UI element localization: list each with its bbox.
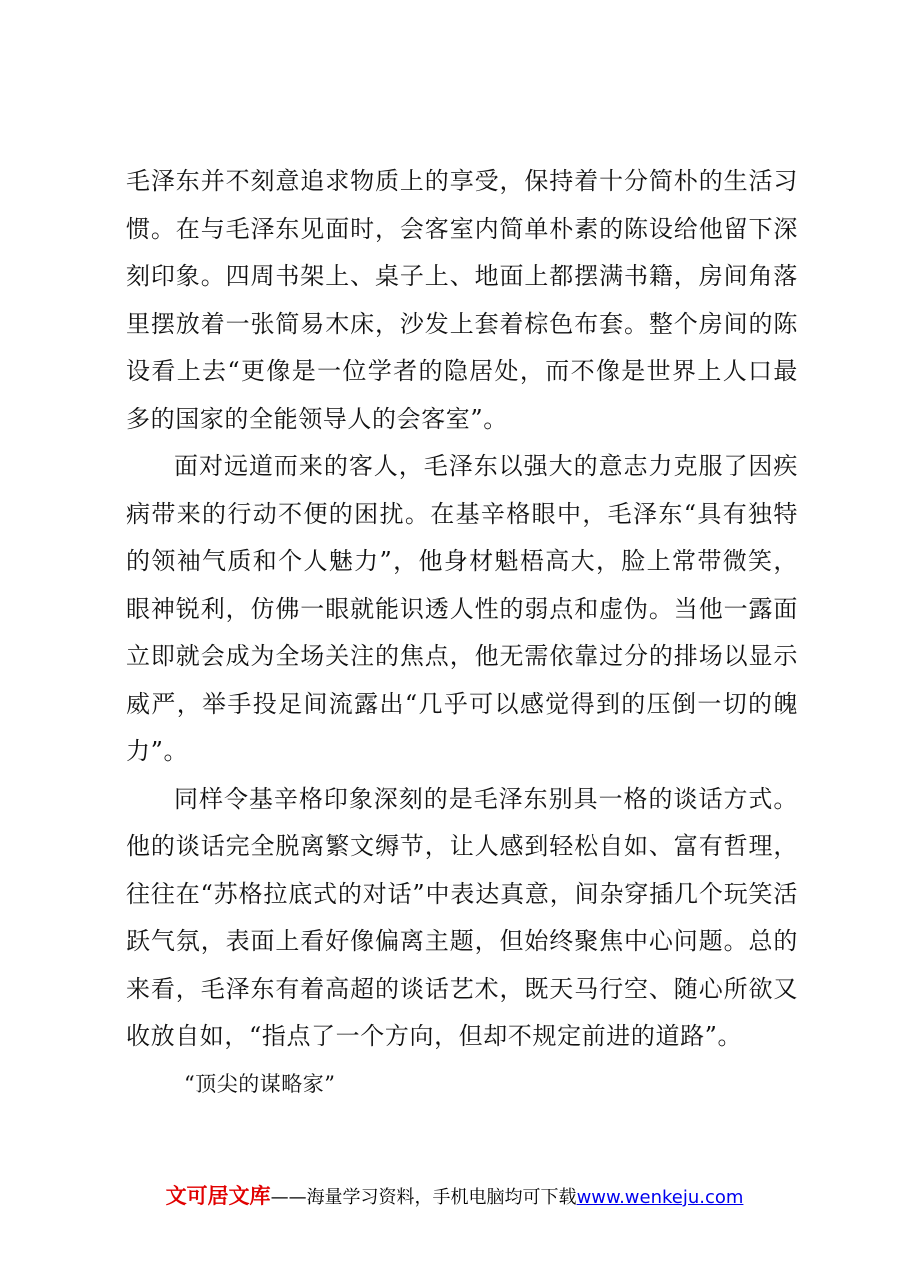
- article-body: [126, 158, 798, 1108]
- footer-tagline: ——海量学习资料，手机电脑均可下载: [270, 1187, 577, 1208]
- footer-brand: 文可居文库: [165, 1184, 271, 1208]
- paragraph-1: 毛泽东并不刻意追求物质上的享受，保持着十分简朴的生活习惯。在与毛泽东见面时，会客室内简单朴素的陈设给他留下深刻印象。四周书架上、桌子上、地面上都摆满书籍，房间角落里摆放着一张简易木床，沙发上套着棕色布套。整个房间的陈设看上去“更像是一位学者的隐居处，而不像是世界上人口最多的国家的全能领导人的会客室”。: [126, 167, 798, 433]
- section-heading: “顶尖的谋略家”: [184, 1071, 336, 1096]
- paragraph-2: 面对远道而来的客人，毛泽东以强大的意志力克服了因疾病带来的行动不便的困扰。在基辛格眼中，毛泽东“具有独特的领袖气质和个人魅力”，他身材魁梧高大，脸上常带微笑，眼神锐利，仿佛一眼就能识透人性的弱点和虚伪。当他一露面立即就会成为全场关注的焦点，他无需依靠过分的排场以显示威严，举手投足间流露出“几乎可以感觉得到的压倒一切的魄力”。: [126, 452, 798, 765]
- footer-website-link[interactable]: www.wenkeju.com: [576, 1187, 744, 1208]
- paragraph-3: 同样令基辛格印象深刻的是毛泽东别具一格的谈话方式。他的谈话完全脱离繁文缛节，让人感到轻松自如、富有哲理，往往在“苏格拉底式的对话”中表达真意，间杂穿插几个玩笑活跃气氛，表面上看好像偏离主题，但始终聚焦中心问题。总的来看，毛泽东有着高超的谈话艺术，既天马行空、随心所欲又收放自如，“指点了一个方向，但却不规定前进的道路”。: [126, 784, 798, 1050]
- footer-banner: [0, 1183, 909, 1211]
